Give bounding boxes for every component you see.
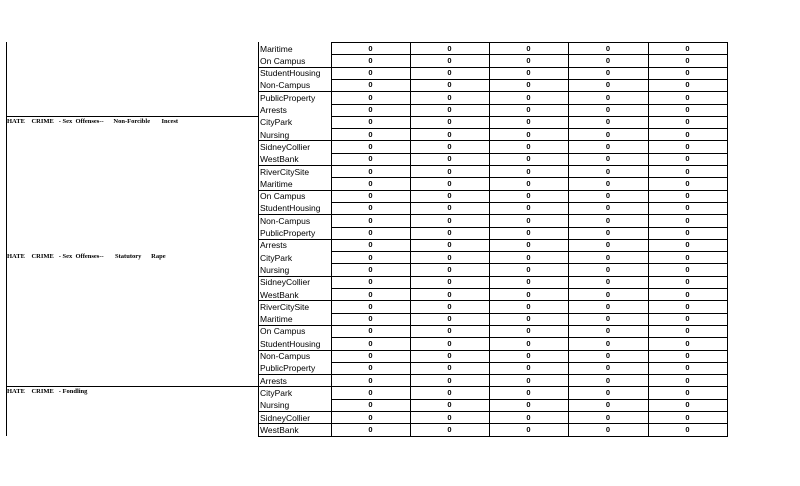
value-cell: 0 [526, 351, 531, 360]
value-cell: 0 [447, 289, 452, 299]
value-cell: 0 [685, 203, 690, 213]
value-cell: 0 [447, 191, 452, 201]
value-cell: 0 [526, 68, 531, 78]
row-label: Maritime [260, 314, 293, 325]
value-cell: 0 [685, 154, 690, 164]
value-cell: 0 [526, 240, 531, 250]
value-cell: 0 [368, 289, 373, 299]
value-cell: 0 [526, 228, 531, 237]
value-cell: 0 [526, 314, 531, 324]
row-label: Nursing [260, 400, 290, 411]
value-cell: 0 [685, 314, 690, 324]
value-cell: 0 [447, 387, 452, 397]
value-cell: 0 [368, 154, 373, 164]
value-cell: 0 [526, 43, 531, 53]
value-cell: 0 [605, 351, 611, 360]
row-label: SidneyCollier [260, 141, 311, 152]
value-cell: 0 [605, 387, 611, 397]
value-cell: 0 [368, 387, 373, 397]
label-divider [258, 436, 331, 437]
value-cell: 0 [605, 129, 611, 139]
value-cell: 0 [526, 203, 531, 213]
category-title: HATE CRIME - Sex Offenses-- Non-Forcible Incest [7, 117, 179, 125]
value-cell: 0 [685, 166, 690, 176]
row-label: Nursing [260, 264, 290, 275]
value-cell: 0 [605, 412, 611, 422]
value-cell: 0 [368, 228, 373, 237]
row-label: Arrests [260, 375, 287, 386]
value-cell: 0 [526, 264, 531, 274]
value-cell: 0 [685, 191, 690, 201]
value-cell: 0 [685, 424, 690, 434]
value-cell: 0 [368, 424, 373, 434]
value-cell: 0 [685, 80, 690, 90]
value-cell: 0 [605, 154, 611, 164]
row-label: On Campus [260, 326, 306, 337]
row-label: PublicProperty [260, 228, 316, 238]
value-cell: 0 [447, 68, 452, 78]
value-cell: 0 [685, 363, 690, 373]
value-cell: 0 [605, 301, 611, 311]
value-cell: 0 [685, 55, 690, 65]
value-cell: 0 [447, 424, 452, 434]
value-cell: 0 [605, 203, 611, 213]
value-cell: 0 [447, 117, 452, 127]
value-cell: 0 [368, 80, 373, 90]
value-cell: 0 [368, 166, 373, 176]
category-title: HATE CRIME - Fondling [7, 388, 88, 396]
value-cell: 0 [526, 338, 531, 348]
left-border [6, 42, 7, 436]
value-cell: 0 [685, 178, 690, 188]
value-cell: 0 [685, 92, 690, 102]
value-cell: 0 [447, 178, 452, 188]
value-cell: 0 [526, 326, 531, 336]
row-label: PublicProperty [260, 363, 316, 374]
row-label: Arrests [260, 240, 287, 251]
row-label: Maritime [260, 43, 293, 54]
value-cell: 0 [368, 314, 373, 324]
value-cell: 0 [368, 338, 373, 348]
value-cell: 0 [447, 166, 452, 176]
value-cell: 0 [685, 141, 690, 151]
value-cell: 0 [447, 301, 452, 311]
row-label: StudentHousing [260, 338, 321, 349]
value-cell: 0 [447, 141, 452, 151]
row-label: WestBank [260, 154, 299, 165]
value-cell: 0 [685, 117, 690, 127]
row-label: Arrests [260, 105, 287, 115]
row-label: Non-Campus [260, 215, 311, 226]
value-cell: 0 [447, 55, 452, 65]
row-label: SidneyCollier [260, 277, 311, 288]
value-cell: 0 [447, 92, 452, 102]
value-cell: 0 [447, 228, 452, 237]
value-cell: 0 [526, 141, 531, 151]
value-cell: 0 [368, 240, 373, 250]
value-cell: 0 [368, 215, 373, 225]
row-label: Nursing [260, 129, 290, 140]
value-cell: 0 [685, 129, 690, 139]
value-cell: 0 [368, 92, 373, 102]
value-cell: 0 [605, 338, 611, 348]
value-cell: 0 [368, 301, 373, 311]
value-cell: 0 [368, 351, 373, 360]
value-cell: 0 [685, 338, 690, 348]
row-label: WestBank [260, 289, 299, 300]
value-cell: 0 [368, 264, 373, 274]
value-cell: 0 [526, 289, 531, 299]
value-cell: 0 [526, 215, 531, 225]
value-cell: 0 [368, 326, 373, 336]
value-cell: 0 [368, 129, 373, 139]
value-cell: 0 [447, 326, 452, 336]
value-cell: 0 [526, 424, 531, 434]
value-cell: 0 [447, 375, 452, 385]
value-cell: 0 [447, 80, 452, 90]
row-label: Maritime [260, 178, 293, 189]
value-cell: 0 [526, 80, 531, 90]
value-cell: 0 [605, 68, 611, 78]
value-cell: 0 [605, 117, 611, 127]
value-cell: 0 [605, 228, 611, 237]
row-label: CityPark [260, 117, 293, 128]
value-cell: 0 [526, 252, 531, 262]
value-cell: 0 [526, 363, 531, 373]
value-cell: 0 [526, 387, 531, 397]
value-cell: 0 [368, 400, 373, 410]
value-cell: 0 [605, 424, 611, 434]
value-cell: 0 [526, 277, 531, 287]
category-title: HATE CRIME - Sex Offenses-- Statutory Rape [7, 253, 166, 261]
value-cell: 0 [605, 92, 611, 102]
value-cell: 0 [605, 166, 611, 176]
value-cell: 0 [368, 141, 373, 151]
value-cell: 0 [526, 117, 531, 127]
value-cell: 0 [447, 252, 452, 262]
value-cell: 0 [368, 105, 373, 114]
value-cell: 0 [447, 277, 452, 287]
value-cell: 0 [447, 351, 452, 360]
value-cell: 0 [685, 301, 690, 311]
value-cell: 0 [447, 400, 452, 410]
row-label: Non-Campus [260, 80, 311, 91]
row-label: CityPark [260, 252, 293, 263]
value-cell: 0 [447, 105, 452, 114]
value-cell: 0 [368, 178, 373, 188]
value-cell: 0 [526, 412, 531, 422]
value-cell: 0 [685, 215, 690, 225]
row-label: StudentHousing [260, 203, 321, 214]
value-cell: 0 [605, 277, 611, 287]
value-cell: 0 [447, 203, 452, 213]
value-cell: 0 [685, 412, 690, 422]
row-label: On Campus [260, 191, 306, 202]
value-cell: 0 [526, 301, 531, 311]
value-cell: 0 [368, 375, 373, 385]
value-cell: 0 [526, 375, 531, 385]
value-cell: 0 [685, 351, 690, 360]
value-cell: 0 [685, 240, 690, 250]
value-cell: 0 [685, 277, 690, 287]
value-cell: 0 [685, 387, 690, 397]
value-cell: 0 [368, 117, 373, 127]
value-cell: 0 [685, 326, 690, 336]
value-cell: 0 [685, 252, 690, 262]
value-cell: 0 [605, 400, 611, 410]
value-cell: 0 [685, 105, 690, 114]
value-cell: 0 [526, 92, 531, 102]
value-cell: 0 [368, 68, 373, 78]
value-cell: 0 [447, 154, 452, 164]
value-cell: 0 [447, 264, 452, 274]
value-cell: 0 [447, 412, 452, 422]
value-cell: 0 [605, 326, 611, 336]
value-cell: 0 [447, 215, 452, 225]
row-label: CityPark [260, 387, 293, 398]
value-cell: 0 [447, 363, 452, 373]
value-cell: 0 [605, 289, 611, 299]
row-label: Non-Campus [260, 351, 311, 361]
value-cell: 0 [526, 105, 531, 114]
value-cell: 0 [526, 191, 531, 201]
value-cell: 0 [605, 314, 611, 324]
value-cell: 0 [526, 55, 531, 65]
value-cell: 0 [605, 264, 611, 274]
value-cell: 0 [605, 55, 611, 65]
row-label: RiverCitySite [260, 166, 310, 177]
value-cell: 0 [605, 43, 611, 53]
value-cell: 0 [447, 43, 452, 53]
value-cell: 0 [605, 252, 611, 262]
row-label: On Campus [260, 55, 306, 66]
value-cell: 0 [685, 375, 690, 385]
value-cell: 0 [605, 80, 611, 90]
value-cell: 0 [605, 215, 611, 225]
value-cell: 0 [526, 129, 531, 139]
value-cell: 0 [605, 178, 611, 188]
value-cell: 0 [605, 105, 611, 114]
value-cell: 0 [368, 277, 373, 287]
value-cell: 0 [447, 338, 452, 348]
value-cell: 0 [368, 363, 373, 373]
row-label: RiverCitySite [260, 301, 310, 312]
value-cell: 0 [526, 166, 531, 176]
value-cell: 0 [447, 314, 452, 324]
value-cell: 0 [447, 240, 452, 250]
value-cell: 0 [685, 68, 690, 78]
value-cell: 0 [368, 203, 373, 213]
value-cell: 0 [685, 264, 690, 274]
row-label: StudentHousing [260, 68, 321, 79]
value-cell: 0 [685, 289, 690, 299]
value-cell: 0 [368, 252, 373, 262]
value-cell: 0 [526, 178, 531, 188]
value-cell: 0 [605, 375, 611, 385]
value-cell: 0 [605, 191, 611, 201]
row-label: SidneyCollier [260, 412, 311, 423]
value-cell: 0 [685, 228, 690, 237]
value-cell: 0 [526, 154, 531, 164]
value-cell: 0 [368, 43, 373, 53]
value-cell: 0 [526, 400, 531, 410]
row-label: PublicProperty [260, 92, 316, 103]
row-divider [331, 436, 728, 437]
value-cell: 0 [685, 43, 690, 53]
value-cell: 0 [685, 400, 690, 410]
value-cell: 0 [447, 129, 452, 139]
row-label: WestBank [260, 424, 299, 435]
value-cell: 0 [368, 412, 373, 422]
value-cell: 0 [368, 191, 373, 201]
value-cell: 0 [605, 240, 611, 250]
value-cell: 0 [605, 363, 611, 373]
value-cell: 0 [368, 55, 373, 65]
value-cell: 0 [605, 141, 611, 151]
